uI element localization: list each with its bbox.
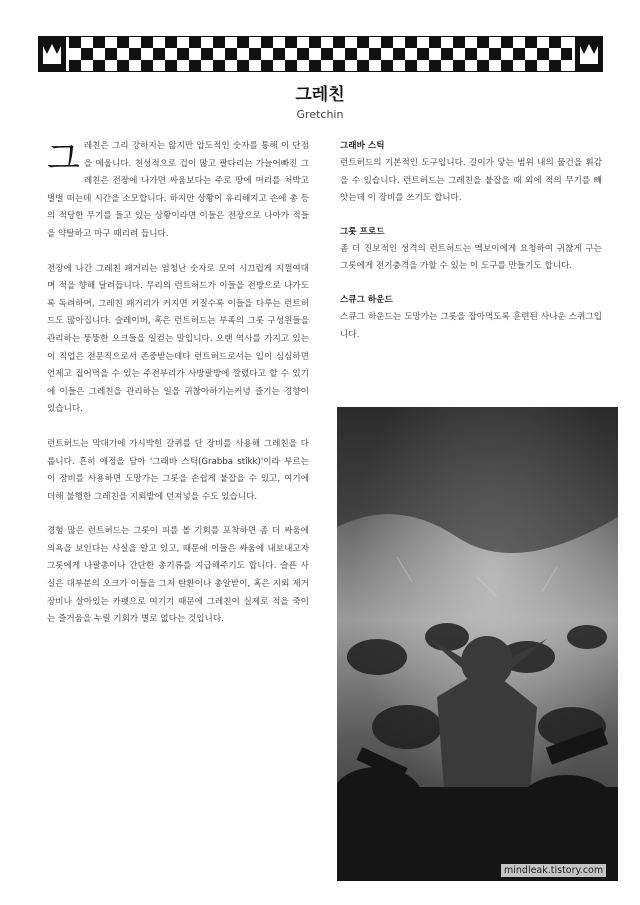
page-subtitle: Gretchin (296, 108, 344, 121)
paragraph-1-text: 레친은 그리 강하지는 않지만 압도적인 숫자를 통해 이 단점을 메웁니다. 천성적으로 겁이 많고 팔다리는 가늘어빠진 그레친은 전장에 나가면 싸움보다는 주로 땅에 머리를 처박고 벌벌 떠는데 시간을 소모합니다. 하지만 상황이 유리해지고 손에 총 등의 적당한 무기를 들고 있는 상황이라면 이들은 전장으로 나아가 적들을 약탈하고 마구 때리려 듭니다. (47, 141, 309, 239)
section-body: 런트허드의 기본적인 도구입니다. 길이가 닿는 범위 내의 물건을 휘감을 수 있습니다. 런트허드는 그레친을 붙잡을 때 외에 적의 무기를 빼앗는데 이 장비를 쓰기도 합니다. (340, 158, 602, 204)
left-column (47, 138, 309, 646)
gretchin-artwork-image (337, 407, 618, 881)
section-title: 그래바 스틱 (340, 141, 385, 151)
right-column (340, 138, 602, 360)
paragraph-4: 경험 많은 런트허드는 그롯이 피를 볼 기회를 포착하면 좀 더 싸움에 의욕을 보인다는 사실을 알고 있고, 때문에 이들은 싸움에 내보내고자 그롯에게 나팔총이나 간단한 총기류를 지급해주기도 합니다. 슬픈 사실은 대부분의 오크가 이들을 그저 탄환이나 총알받이, 혹은 지뢰 제거장비나 살아있는 카펫으로 여기기 때문에 그레친이 실제로 적을 죽이는 즐거움을 누릴 기회가 별로 없다는 것입니다. (47, 526, 309, 625)
section-title: 스큐그 하운드 (340, 294, 393, 305)
section-body: 좀 더 진보적인 성격의 런트허드는 멕보이에게 요청하여 귀찮게 구는 그롯에게 전기충격을 가할 수 있는 이 도구를 만들기도 합니다. (340, 243, 602, 272)
paragraph-2: 전장에 나간 그레친 패거리는 엄청난 숫자로 모여 시끄럽게 지껄여대며 적을 향해 달려듭니다. 무리의 런트허드가 이들을 전방으로 나가도록 독려하며, 그레친 패거리가 커지면 커질수록 이들을 다루는 런트허드도 많아집니다. 슬레이버, 혹은 런트허드는 부족의 그롯 구성원들을 관리하는 뚱뚱한 오크들을 일컫는 말입니다. 오랜 역사를 가지고 있는 이 직업은 전문직으로서 존중받는데다 런트허드로서는 입이 심심하면 언제고 집어먹을 수 있는 주전부리가 사방팔방에 깔렸다고 할 수 있기에 이들은 그레친을 관리하는 일을 귀찮아하기는커녕 즐기는 경향이 있습니다. (47, 263, 309, 415)
watermark-text: mindleak.tistory.com (501, 864, 606, 877)
paragraph-1 (47, 138, 309, 244)
dropcap-letter: 그 (47, 139, 80, 179)
paragraph-3: 런트허드는 막대기에 가시박힌 갈퀴를 단 장비를 사용해 그레친을 다룹니다. 흔히 애정을 담아 '그래바 스틱(Grabba stikk)'이라 부르는 이 장비를 사용하면 도망가는 그롯을 손쉽게 붙잡을 수 있고, 여기에 더해 불행한 그레친을 지뢰밭에 던져넣을 수도 있습니다. (47, 438, 309, 502)
section-grabba-stikk (340, 138, 602, 208)
checkered-banner (38, 36, 603, 72)
section-squig-hound (340, 292, 602, 344)
page-title: 그레친 (295, 85, 345, 105)
section-body: 스큐그 하운드는 도망가는 그롯을 잡아먹도록 훈련된 사나운 스퀴그입니다. (340, 311, 602, 340)
section-grot-prod (340, 224, 602, 276)
section-title: 그롯 프로드 (340, 226, 385, 237)
